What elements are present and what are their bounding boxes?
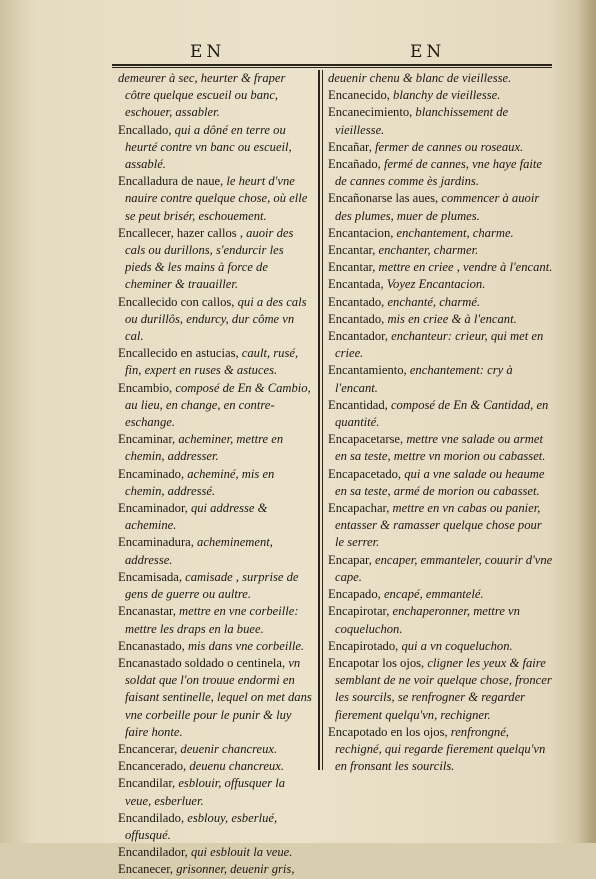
headword: Encañado, [328,157,384,172]
headword: Encandilado, [118,810,188,825]
dictionary-entry [328,156,553,190]
dictionary-entry [328,397,553,431]
headword: Encanastado, [118,638,188,653]
definition: enchanter, charmer. [378,243,479,258]
dictionary-entry [118,534,312,568]
dictionary-entry [118,122,312,174]
dictionary-entry [328,259,553,276]
dictionary-entry [118,380,312,432]
headword: Encapirotar, [328,604,393,619]
dictionary-entry [328,139,553,156]
headword: Encapacetarse, [328,432,407,447]
column-divider [318,70,320,770]
headword: Encanecimiento, [328,105,416,120]
definition: qui a dôné en terre ou heurté contre vn banc ou escueil, assablé. [125,122,292,172]
definition: qui addresse & achemine. [125,501,268,533]
header-rule [112,64,552,66]
dictionary-entry [328,190,553,224]
definition: qui a des cals ou durillôs, endurcy, dur côme vn cal. [125,294,307,344]
dictionary-entry [328,294,553,311]
dictionary-entry [328,655,553,724]
dictionary-entry [328,724,553,776]
definition: cault, rusé, fin, expert en ruses & astuces. [125,346,299,378]
dictionary-entry [118,603,312,637]
headword: Encaminadura, [118,535,198,550]
headword: Encantador, [328,329,392,344]
definition: mis dans vne corbeille. [187,638,305,653]
headword: Encalladura de naue, [118,174,227,189]
dictionary-entry [328,500,553,552]
running-head-right: EN [410,42,446,62]
dictionary-entry [118,741,312,758]
spine-shadow [576,0,596,843]
dictionary-entry [118,758,312,775]
definition: composé de En & Cambio, au lieu, en change, en contre-eschange. [125,380,311,430]
dictionary-entry [328,603,553,637]
right-column [328,70,553,775]
headword: Encantidad, [328,397,391,412]
definition: Voyez Encantacion. [386,277,486,292]
dictionary-entry [118,466,312,500]
dictionary-entry [118,775,312,809]
headword: Encallecer, hazer callos , [118,225,247,240]
dictionary-entry [118,655,312,741]
dictionary-entry [328,328,553,362]
dictionary-entry [118,500,312,534]
headword: Encapirotado, [328,638,402,653]
headword: Encantacion, [328,225,397,240]
headword: Encambio, [118,380,176,395]
definition: renfrongné, rechigné, qui regarde fierement quelqu'vn en fronsant les sourcils. [335,724,546,774]
column-divider-thin [322,70,323,770]
headword: Encantado, [328,311,388,326]
headword: Encapado, [328,587,384,602]
dictionary-entry [118,345,312,379]
definition: cligner les yeux & faire semblant de ne voir quelque chose, froncer les sourcils, se renfrogner & regarder fierement quelqu'vn, rechigner. [335,655,552,722]
headword: Encapotar los ojos, [328,655,428,670]
definition: acheminement, addresse. [125,535,273,567]
dictionary-entry [328,242,553,259]
dictionary-entry [328,586,553,603]
headword: Encallecido en astucias, [118,346,242,361]
definition: mettre en vne corbeille: mettre les draps en la buee. [125,604,299,636]
definition: esblouir, offusquer la veue, esberluer. [125,776,286,808]
headword: Encaminador, [118,501,191,516]
dictionary-entry [328,466,553,500]
definition: auoir des cals ou durillons, s'endurcir les pieds & les mains à force de cheminer & trauailler. [125,225,294,292]
definition: enchantement: cry à l'encant. [335,363,513,395]
dictionary-entry [328,104,553,138]
headword: Encapotado en los ojos, [328,724,451,739]
headword: Encamisada, [118,569,186,584]
headword: Encanastar, [118,604,180,619]
running-head-left: EN [190,42,226,62]
definition: enchanteur: crieur, qui met en criee. [335,329,544,361]
dictionary-entry [118,294,312,346]
left-column [118,70,312,879]
definition: mis en criee & à l'encant. [387,311,517,326]
headword: Encancerado, [118,759,190,774]
dictionary-entry [118,638,312,655]
headword: Encapachar, [328,501,393,516]
definition: encapé, emmantelé. [383,587,484,602]
definition: acheminer, mettre en chemin, addresser. [125,432,284,464]
definition: deuenir chancreux. [180,741,278,756]
headword: Encallecido con callos, [118,294,238,309]
definition: commencer à auoir des plumes, muer de plumes. [335,191,540,223]
definition: vn soldat que l'on trouue endormi en faisant sentinelle, lequel on met dans vne corbeille pour le punir & luy faire honte. [125,655,312,739]
headword: Encantamiento, [328,363,410,378]
dictionary-entry [118,173,312,225]
dictionary-entry [328,431,553,465]
headword: Encanecer, [118,862,177,877]
definition: deuenu chancreux. [189,759,284,774]
dictionary-entry [118,431,312,465]
definition: demeurer à sec, heurter & fraper côtre quelque escueil ou banc, eschouer, assabler. [118,71,286,120]
definition: mettre en criee , vendre à l'encant. [378,260,553,275]
dictionary-entry [328,276,553,293]
definition: composé de En & Cantidad, en quantité. [335,397,549,430]
definition: deuenir chenu & blanc de vieillesse. [328,71,512,85]
dictionary-entry [328,70,553,87]
definition: esblouy, esberlué, offusqué. [125,810,278,842]
headword: Encandilador, [118,845,191,860]
headword: Encantado, [328,294,388,309]
dictionary-entry [118,569,312,603]
headword: Encañar, [328,139,376,154]
dictionary-entry [118,225,312,294]
definition: qui esblouit la veue. [190,845,293,860]
headword: Encantar, [328,260,379,275]
dictionary-entry [118,861,312,878]
headword: Encallado, [118,122,175,137]
dictionary-entry [328,87,553,104]
headword: Encandilar, [118,776,179,791]
definition: qui a vn coqueluchon. [401,638,513,653]
definition: enchantement, charme. [396,225,514,240]
dictionary-entry [118,810,312,844]
headword: Encancerar, [118,741,181,756]
definition: qui a vne salade ou heaume en sa teste, armé de morion ou cabasset. [335,466,545,498]
headword: Encantada, [328,277,387,292]
dictionary-entry [328,638,553,655]
dictionary-entry [328,225,553,242]
definition: camisade , surprise de gens de guerre ou aultre. [125,569,299,602]
definition: enchanté, charmé. [387,294,481,309]
dictionary-entry [328,362,553,396]
definition: encaper, emmanteler, couurir d'vne cape. [335,552,553,584]
definition: le heurt d'vne nauire contre quelque chose, où elle se peut brisér, eschouement. [125,174,308,223]
definition: blanchy de vieillesse. [393,88,501,103]
definition: fermé de cannes, vne haye faite de cannes comme ès jardins. [335,157,543,189]
dictionary-entry [328,552,553,586]
headword: Encanastado soldado o centinela, [118,655,289,670]
headword: Encañonarse las aues, [328,191,442,206]
headword: Encantar, [328,243,379,258]
headword: Encanecido, [328,88,394,103]
dictionary-entry [118,70,312,122]
definition: grisonner, deuenir gris, [176,862,295,877]
headword: Encaminar, [118,432,179,447]
headword: Encapar, [328,552,376,567]
definition: mettre en vn cabas ou panier, entasser & ramasser quelque chose pour le serrer. [335,501,542,550]
definition: enchaperonner, mettre vn coqueluchon. [335,604,520,636]
dictionary-entry [118,844,312,861]
definition: blanchissement de vieillesse. [335,105,509,137]
headword: Encaminado, [118,466,188,481]
definition: fermer de cannes ou roseaux. [375,139,524,154]
definition: mettre vne salade ou armet en sa teste, mettre vn morion ou cabasset. [335,432,546,464]
definition: acheminé, mis en chemin, addressé. [125,466,275,498]
dictionary-entry [328,311,553,328]
headword: Encapacetado, [328,466,405,481]
header-rule-thin [112,67,552,68]
